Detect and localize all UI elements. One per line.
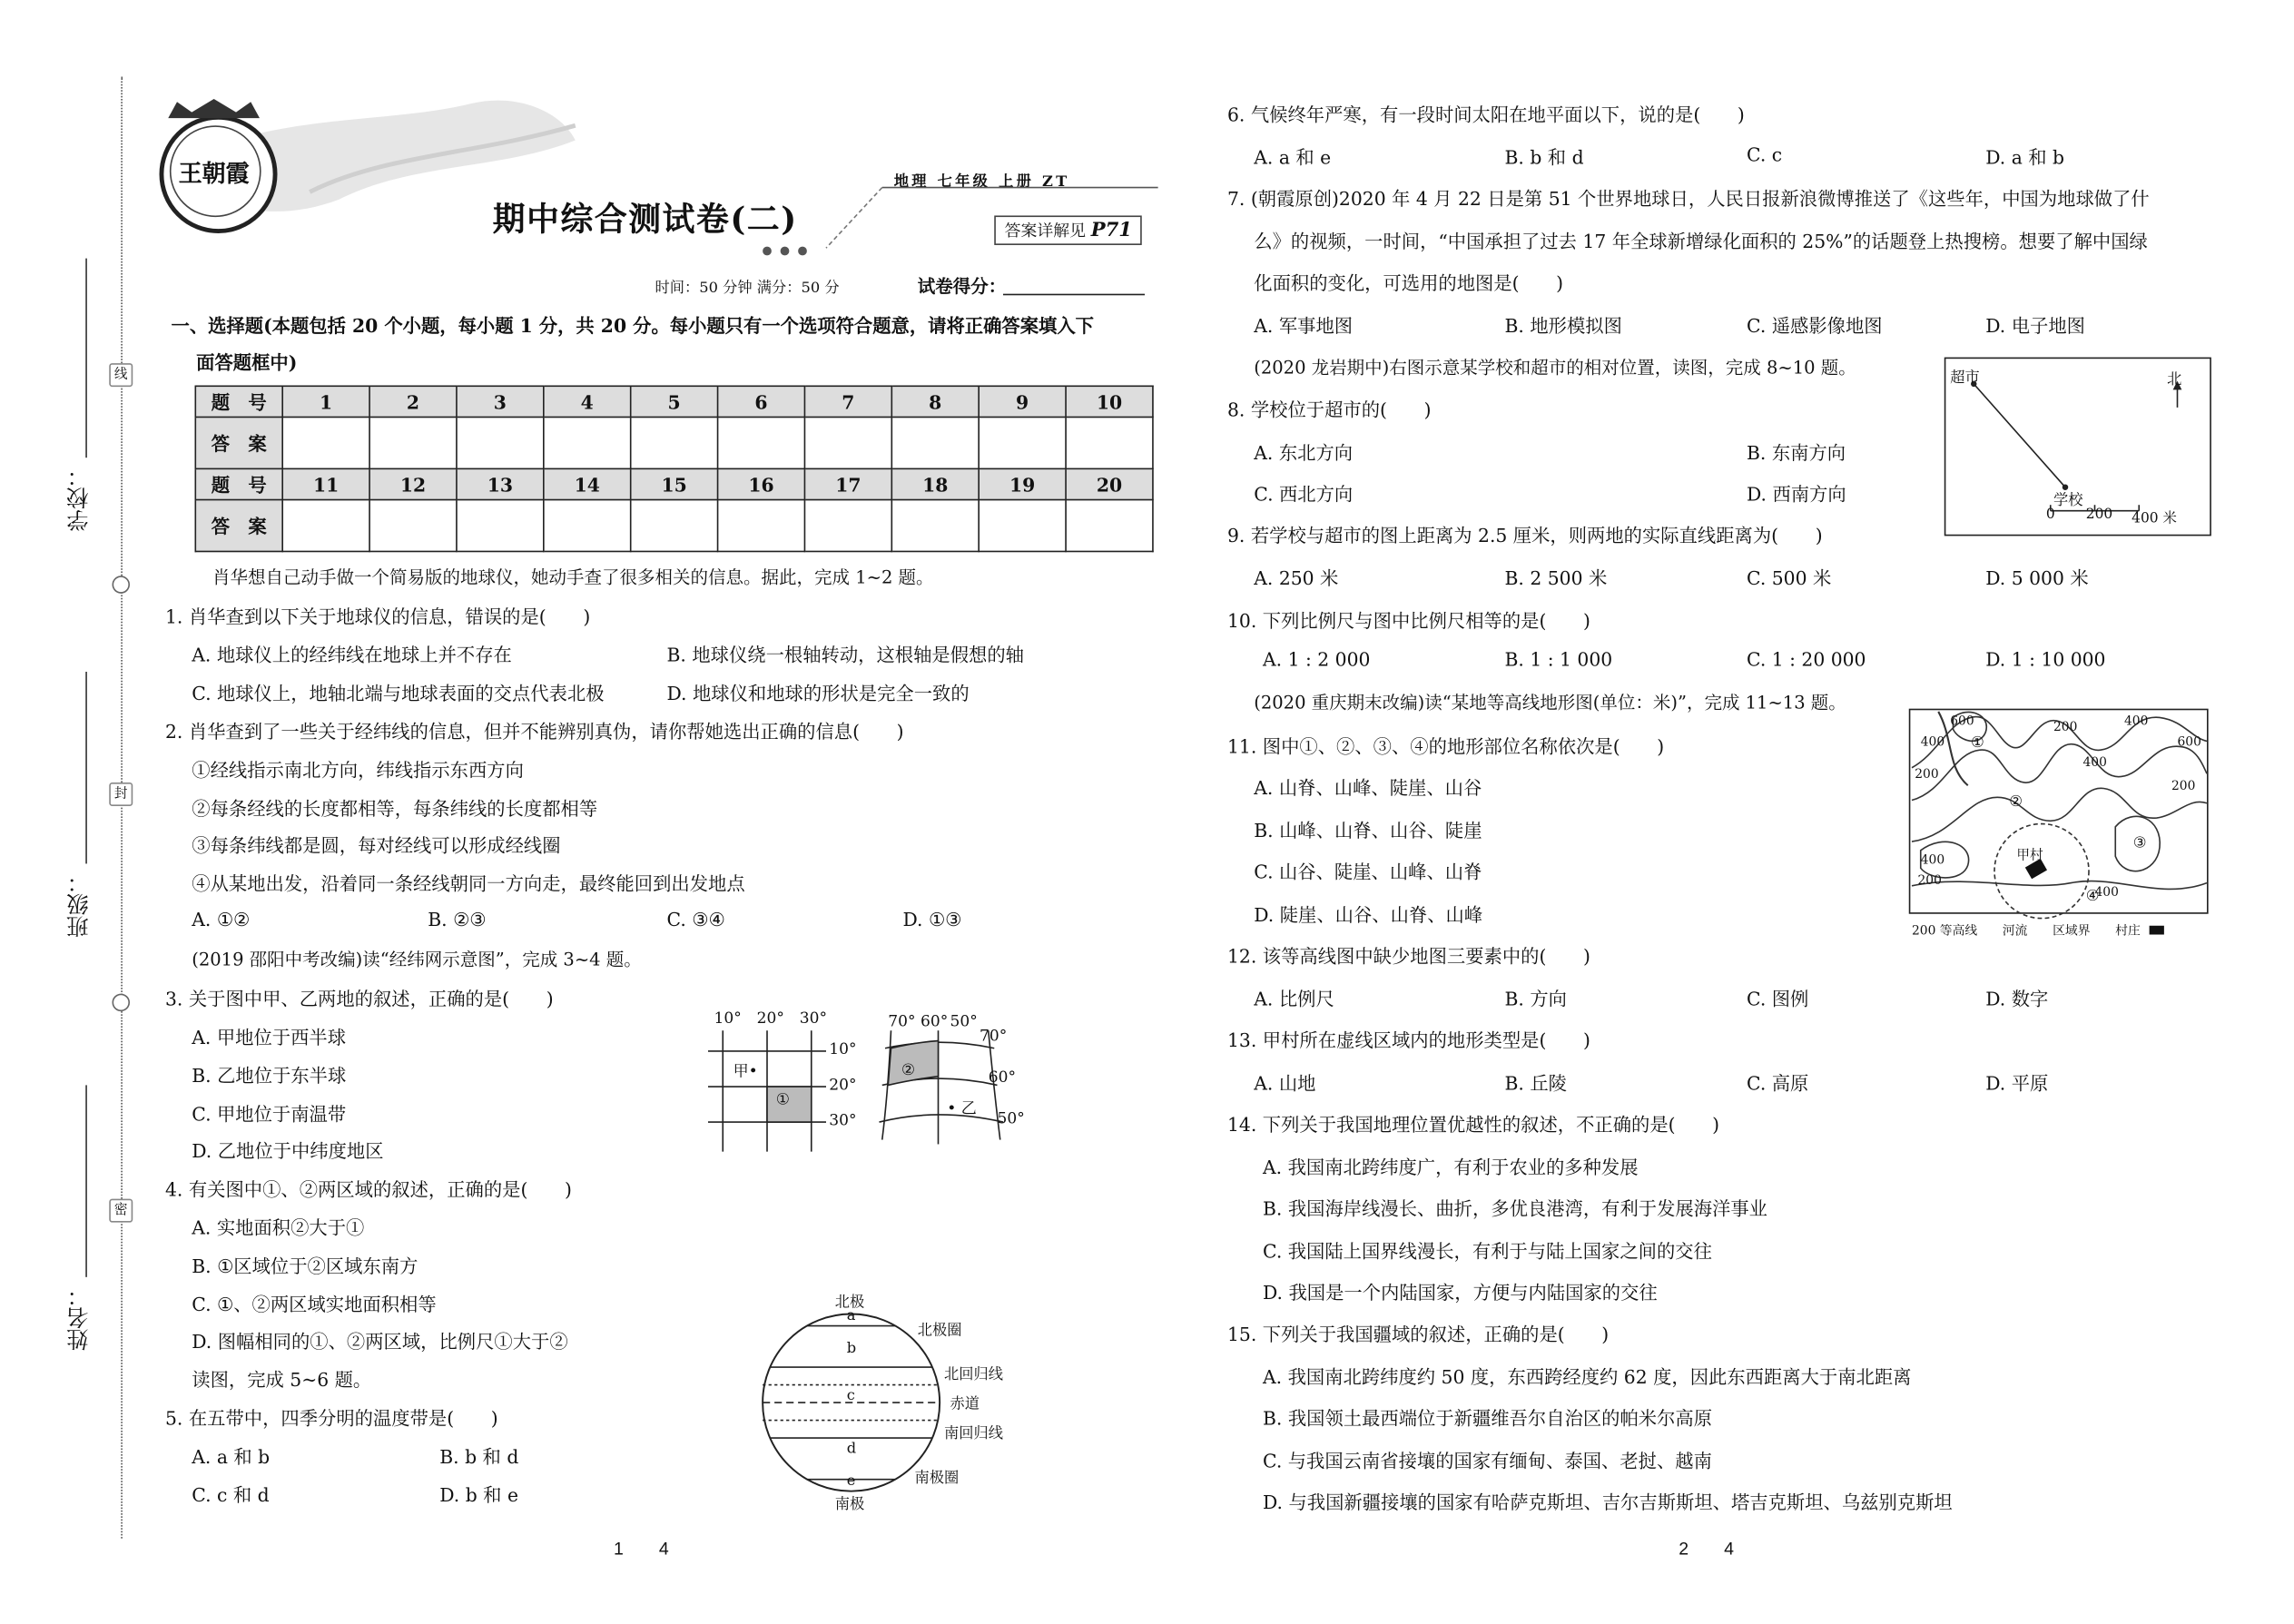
answer-ref	[994, 215, 1142, 245]
answer-cell[interactable]	[718, 417, 805, 468]
q14-option-c[interactable]: C. 我国陆上国界线漫长，有利于与陆上国家之间的交往	[1263, 1240, 1712, 1263]
class-field[interactable]	[85, 672, 87, 863]
answer-cell[interactable]	[369, 417, 457, 468]
q6-option-c[interactable]: C. c	[1747, 143, 1783, 166]
question-2: 2. 肖华查到了一些关于经纬线的信息，但并不能辨别真伪，请你帮她选出正确的信息( )	[165, 720, 904, 743]
zone-e: e	[846, 1473, 856, 1491]
score-field[interactable]	[1003, 294, 1145, 296]
q12-option-d[interactable]: D. 数字	[1985, 988, 2049, 1010]
q8-option-a[interactable]: A. 东北方向	[1254, 441, 1354, 464]
q1-option-b[interactable]: B. 地球仪绕一根轴转动，这根轴是假想的轴	[666, 644, 1024, 666]
north-label: 北	[2167, 371, 2182, 389]
answer-cell[interactable]	[1066, 417, 1153, 468]
grid2-top-label: 50°	[950, 1012, 978, 1031]
school-label-map: 学校	[2053, 493, 2083, 510]
q3-option-b[interactable]: B. 乙地位于东半球	[192, 1064, 347, 1088]
q10-option-d[interactable]: D. 1 : 10 000	[1985, 647, 2106, 671]
crown-icon	[165, 97, 262, 121]
question-7-line2: 么》的视频，一时间，“中国承担了过去 17 年全球新增绿化面积的 25%”的话题登上热搜榜。想要了解中国绿	[1254, 230, 2148, 253]
contour-label-400: 400	[2094, 885, 2119, 901]
table-cell-num: 4	[544, 386, 631, 417]
q11-option-b[interactable]: B. 山峰、山脊、山谷、陡崖	[1254, 819, 1482, 842]
grid2-side-label: 50°	[997, 1110, 1025, 1128]
q8-option-c[interactable]: C. 西北方向	[1254, 482, 1354, 506]
answer-cell[interactable]	[979, 500, 1066, 552]
table-cell-num: 2	[369, 386, 457, 417]
contour-label-600: 600	[1950, 714, 1974, 730]
q13-option-a[interactable]: A. 山地	[1254, 1071, 1316, 1095]
supermarket-label: 超市	[1950, 370, 1980, 388]
table-cell-num: 17	[804, 468, 891, 499]
q1-option-a[interactable]: A. 地球仪上的经纬线在地球上并不存在	[192, 644, 512, 666]
q12-option-b[interactable]: B. 方向	[1504, 988, 1567, 1010]
intro-5-6: 读图，完成 5~6 题。	[192, 1368, 372, 1392]
q15-option-d[interactable]: D. 与我国新疆接壤的国家有哈萨克斯坦、吉尔吉斯斯坦、塔吉克斯坦、乌兹别克斯坦	[1263, 1491, 1953, 1514]
village-label: 甲村	[2016, 849, 2043, 864]
contour-map-figure	[1909, 709, 2210, 916]
zone-d: d	[846, 1441, 857, 1458]
section-heading: 一、选择题(本题包括 20 个小题，每小题 1 分，共 20 分。每小题只有一个选项符合题意，请将正确答案填入下	[171, 314, 1094, 337]
contour-label-200: 200	[2053, 720, 2078, 735]
q5-option-c[interactable]: C. c 和 d	[192, 1483, 270, 1506]
q11-option-a[interactable]: A. 山脊、山峰、陡崖、山谷	[1254, 776, 1482, 799]
answer-cell[interactable]	[891, 417, 979, 468]
question-12: 12. 该等高线图中缺少地图三要素中的( )	[1227, 944, 1590, 968]
zone-c: c	[846, 1387, 855, 1404]
table-cell-num: 12	[369, 468, 457, 499]
grid2-side-label: 70°	[980, 1027, 1008, 1046]
seal-mark-mi: 密	[109, 1199, 133, 1223]
intro-1-2: 肖华想自己动手做一个简易版的地球仪，她动手查了很多相关的信息。据此，完成 1~2 题。	[212, 566, 934, 588]
q9-option-c[interactable]: C. 500 米	[1747, 566, 1832, 589]
q2-statement-4: ④从某地出发，沿着同一条经线朝同一方向走，最终能回到出发地点	[192, 872, 745, 895]
answer-cell[interactable]	[804, 500, 891, 552]
grid1-side-label: 20°	[829, 1076, 857, 1095]
q9-option-d[interactable]: D. 5 000 米	[1985, 566, 2089, 589]
table-cell-num: 18	[891, 468, 979, 499]
q5-option-d[interactable]: D. b 和 e	[439, 1483, 518, 1506]
table-cell-num: 13	[457, 468, 544, 499]
table-cell-num: 6	[718, 386, 805, 417]
q14-option-d[interactable]: D. 我国是一个内陆国家，方便与内陆国家的交往	[1263, 1281, 1658, 1304]
table-cell-num: 5	[631, 386, 718, 417]
answer-ref-page: P71	[1090, 220, 1132, 242]
school-label: 学校：	[64, 465, 92, 532]
q3-option-c[interactable]: C. 甲地位于南温带	[192, 1102, 347, 1126]
answer-table	[195, 385, 1154, 552]
name-label: 姓名：	[64, 1284, 92, 1352]
q7-option-a[interactable]: A. 军事地图	[1254, 314, 1354, 337]
answer-cell[interactable]	[544, 417, 631, 468]
page-number-left: 1 4	[614, 1538, 669, 1560]
q10-option-b[interactable]: B. 1 : 1 000	[1504, 647, 1613, 671]
score-label: 试卷得分：	[917, 276, 1007, 297]
intro-8-10: (2020 龙岩期中)右图示意某学校和超市的相对位置，读图，完成 8~10 题。	[1254, 357, 1856, 379]
table-cell-num: 8	[891, 386, 979, 417]
question-7-line1: 7. (朝霞原创)2020 年 4 月 22 日是第 51 个世界地球日，人民日报新浪微博推送了《这些年，中国为地球做了什	[1227, 187, 2150, 210]
contour-label-400: 400	[2124, 714, 2149, 730]
q4-option-c[interactable]: C. ①、②两区域实地面积相等	[192, 1293, 437, 1316]
q2-statement-1: ①经线指示南北方向，纬线指示东西方向	[192, 758, 524, 782]
tropic-south-label: 南回归线	[944, 1426, 1003, 1442]
intro-3-4: (2019 邵阳中考改编)读“经纬网示意图”，完成 3~4 题。	[192, 949, 642, 970]
answer-cell[interactable]	[631, 417, 718, 468]
question-5: 5. 在五带中，四季分明的温度带是( )	[165, 1406, 498, 1430]
seal-mark-xian: 线	[109, 363, 133, 387]
answer-cell[interactable]	[891, 500, 979, 552]
question-7-line3: 化面积的变化，可选用的地图是( )	[1254, 271, 1564, 294]
question-13: 13. 甲村所在虚线区域内的地形类型是( )	[1227, 1029, 1590, 1051]
section-heading-cont: 面答题框中)	[196, 351, 298, 374]
table-cell-num: 9	[979, 386, 1066, 417]
q10-option-c[interactable]: C. 1 : 20 000	[1747, 647, 1866, 671]
q5-option-b[interactable]: B. b 和 d	[439, 1445, 519, 1468]
contour-label-400: 400	[2082, 755, 2107, 771]
question-10: 10. 下列比例尺与图中比例尺相等的是( )	[1227, 609, 1590, 633]
answer-cell[interactable]	[457, 500, 544, 552]
q4-option-a[interactable]: A. 实地面积②大于①	[192, 1216, 365, 1239]
q6-option-a[interactable]: A. a 和 e	[1254, 146, 1332, 169]
q12-option-a[interactable]: A. 比例尺	[1254, 988, 1334, 1010]
table-cell-num: 11	[282, 468, 369, 499]
q15-option-c[interactable]: C. 与我国云南省接壤的国家有缅甸、泰国、老挝、越南	[1263, 1450, 1712, 1472]
name-field[interactable]	[85, 1085, 87, 1276]
contour-label-400: 400	[1920, 734, 1945, 751]
answer-cell[interactable]	[282, 417, 369, 468]
question-11: 11. 图中①、②、③、④的地形部位名称依次是( )	[1227, 734, 1665, 758]
q4-option-b[interactable]: B. ①区域位于②区域东南方	[192, 1255, 418, 1277]
q2-statement-3: ③每条纬线都是圆，每对经线可以形成经线圈	[192, 833, 561, 857]
q2-option-a[interactable]: A. ①②	[192, 908, 251, 930]
table-cell-num: 19	[979, 468, 1066, 499]
marker-3: ③	[2132, 835, 2147, 852]
q11-option-d[interactable]: D. 陡崖、山谷、山脊、山峰	[1254, 903, 1483, 926]
binding-line	[121, 77, 123, 1539]
contour-label-200: 200	[1917, 873, 1942, 890]
seal-mark-feng: 封	[109, 782, 133, 806]
south-pole-label: 南极	[834, 1497, 865, 1514]
question-15: 15. 下列关于我国疆域的叙述，正确的是( )	[1227, 1323, 1610, 1345]
scale-label: 0	[2045, 506, 2055, 523]
q9-option-a[interactable]: A. 250 米	[1254, 566, 1339, 589]
table-cell-num: 10	[1066, 386, 1153, 417]
contour-legend	[1912, 921, 2163, 940]
grid2-side-label: 60°	[988, 1068, 1017, 1088]
class-label: 班级：	[64, 871, 92, 938]
village-square-icon	[2149, 926, 2163, 935]
table-cell-num: 3	[457, 386, 544, 417]
table-header-num: 题 号	[195, 468, 282, 499]
scale-label: 200	[2085, 506, 2113, 523]
answer-cell[interactable]	[631, 500, 718, 552]
q6-option-d[interactable]: D. a 和 b	[1985, 146, 2065, 169]
q13-option-c[interactable]: C. 高原	[1747, 1071, 1809, 1095]
jia-point: 甲•	[733, 1063, 758, 1081]
table-cell-num: 20	[1066, 468, 1153, 499]
q9-option-b[interactable]: B. 2 500 米	[1504, 566, 1608, 589]
grid1-top-label: 10°	[714, 1009, 742, 1028]
q14-option-a[interactable]: A. 我国南北跨纬度广，有利于农业的多种发展	[1263, 1156, 1639, 1178]
q7-option-d[interactable]: D. 电子地图	[1985, 314, 2085, 337]
scale-label: 400 米	[2132, 510, 2177, 527]
question-8: 8. 学校位于超市的( )	[1227, 399, 1432, 421]
question-1: 1. 肖华查到以下关于地球仪的信息，错误的是( )	[165, 605, 591, 628]
equator-label: 赤道	[950, 1396, 980, 1413]
question-14: 14. 下列关于我国地理位置优越性的叙述，不正确的是( )	[1227, 1113, 1720, 1136]
zone-b: b	[846, 1340, 857, 1357]
contour-label-600: 600	[2177, 734, 2201, 751]
intro-11-13: (2020 重庆期末改编)读“某地等高线地形图(单位：米)”，完成 11~13 题。	[1254, 692, 1846, 714]
q4-option-d[interactable]: D. 图幅相同的①、②两区域，比例尺①大于②	[192, 1330, 568, 1353]
q1-option-d[interactable]: D. 地球仪和地球的形状是完全一致的	[666, 682, 970, 704]
answer-cell[interactable]	[804, 417, 891, 468]
q7-option-b[interactable]: B. 地形模拟图	[1504, 314, 1622, 337]
region-1-label: ①	[775, 1090, 791, 1109]
q8-option-b[interactable]: B. 东南方向	[1747, 441, 1846, 464]
q2-option-c[interactable]: C. ③④	[666, 908, 725, 930]
q1-option-c[interactable]: C. 地球仪上，地轴北端与地球表面的交点代表北极	[192, 682, 605, 704]
table-header-num: 题 号	[195, 386, 282, 417]
answer-cell[interactable]	[718, 500, 805, 552]
north-pole-label: 北极	[834, 1294, 865, 1312]
binding-hole	[113, 994, 131, 1012]
q5-option-a[interactable]: A. a 和 b	[192, 1445, 271, 1468]
q2-option-b[interactable]: B. ②③	[428, 908, 487, 930]
table-cell-num: 16	[718, 468, 805, 499]
legend-contour-value: 200	[1912, 924, 1936, 940]
q13-option-b[interactable]: B. 丘陵	[1504, 1071, 1567, 1095]
table-cell-num: 7	[804, 386, 891, 417]
marker-1: ①	[1971, 734, 1984, 752]
q3-option-a[interactable]: A. 甲地位于西半球	[192, 1026, 347, 1048]
answer-cell[interactable]	[369, 500, 457, 552]
legend-text: 等高线 河流 区域界 村庄	[1939, 924, 2141, 940]
contour-label-400: 400	[1920, 853, 1945, 869]
q2-statement-2: ②每条经线的长度都相等，每条纬线的长度都相等	[192, 797, 598, 820]
page-number-right: 2 4	[1679, 1538, 1734, 1560]
contour-label-200: 200	[1915, 767, 1939, 782]
table-header-answer: 答 案	[195, 417, 282, 468]
answer-cell[interactable]	[282, 500, 369, 552]
school-field[interactable]	[85, 259, 87, 458]
question-4: 4. 有关图中①、②两区域的叙述，正确的是( )	[165, 1177, 572, 1201]
q12-option-c[interactable]: C. 图例	[1747, 988, 1809, 1010]
q11-option-c[interactable]: C. 山谷、陡崖、山峰、山脊	[1254, 861, 1482, 883]
answer-ref-prefix: 答案详解见	[1004, 221, 1086, 241]
q8-option-d[interactable]: D. 西南方向	[1747, 482, 1846, 506]
grid2-top-label: 70°	[888, 1012, 916, 1031]
page-title: 期中综合测试卷(二)	[492, 201, 798, 240]
grid1-top-label: 30°	[799, 1009, 828, 1028]
yi-point: • 乙	[947, 1099, 977, 1118]
question-6: 6. 气候终年严寒，有一段时间太阳在地平面以下，说的是( )	[1227, 103, 1745, 126]
q13-option-d[interactable]: D. 平原	[1985, 1071, 2049, 1095]
q10-option-a[interactable]: A. 1 : 2 000	[1263, 647, 1371, 671]
q14-option-b[interactable]: B. 我国海岸线漫长、曲折，多优良港湾，有利于发展海洋事业	[1263, 1197, 1767, 1220]
question-3: 3. 关于图中甲、乙两地的叙述，正确的是( )	[165, 988, 554, 1010]
binding-hole	[113, 576, 131, 594]
q7-option-c[interactable]: C. 遥感影像地图	[1747, 314, 1883, 337]
answer-cell[interactable]	[457, 417, 544, 468]
time-info: 时间：50 分钟 满分：50 分	[655, 281, 840, 297]
q2-option-d[interactable]: D. ①③	[902, 908, 962, 930]
grid1-side-label: 10°	[829, 1040, 857, 1059]
table-cell-num: 1	[282, 386, 369, 417]
q15-option-a[interactable]: A. 我国南北跨纬度约 50 度，东西跨经度约 62 度，因此东西距离大于南北距离	[1263, 1365, 1912, 1388]
grid1-top-label: 20°	[756, 1009, 784, 1028]
region-2-label: ②	[901, 1061, 916, 1079]
q3-option-d[interactable]: D. 乙地位于中纬度地区	[192, 1139, 384, 1162]
meta-tags: 地理 七年级 上册 ZT	[893, 173, 1070, 191]
arctic-circle-label: 北极圈	[917, 1323, 962, 1340]
antarctic-circle-label: 南极圈	[914, 1470, 960, 1487]
answer-cell[interactable]	[1066, 500, 1153, 552]
marker-4: ④	[2085, 889, 2100, 905]
table-header-answer: 答 案	[195, 500, 282, 552]
zone-a: a	[846, 1307, 856, 1324]
answer-cell[interactable]	[979, 417, 1066, 468]
marker-2: ②	[2009, 794, 2023, 811]
table-cell-num: 14	[544, 468, 631, 499]
grid2-top-label: 60°	[921, 1012, 949, 1031]
header-rules	[826, 162, 1166, 266]
q6-option-b[interactable]: B. b 和 d	[1504, 146, 1584, 169]
answer-cell[interactable]	[544, 500, 631, 552]
tropic-north-label: 北回归线	[944, 1367, 1003, 1383]
logo-badge	[160, 115, 278, 233]
q15-option-b[interactable]: B. 我国领土最西端位于新疆维吾尔自治区的帕米尔高原	[1263, 1406, 1713, 1430]
grid1-side-label: 30°	[829, 1111, 857, 1130]
table-cell-num: 15	[631, 468, 718, 499]
contour-label-200: 200	[2171, 779, 2196, 795]
logo-text: 王朝霞	[178, 159, 250, 188]
question-9: 9. 若学校与超市的图上距离为 2.5 厘米，则两地的实际直线距离为( )	[1227, 524, 1823, 546]
